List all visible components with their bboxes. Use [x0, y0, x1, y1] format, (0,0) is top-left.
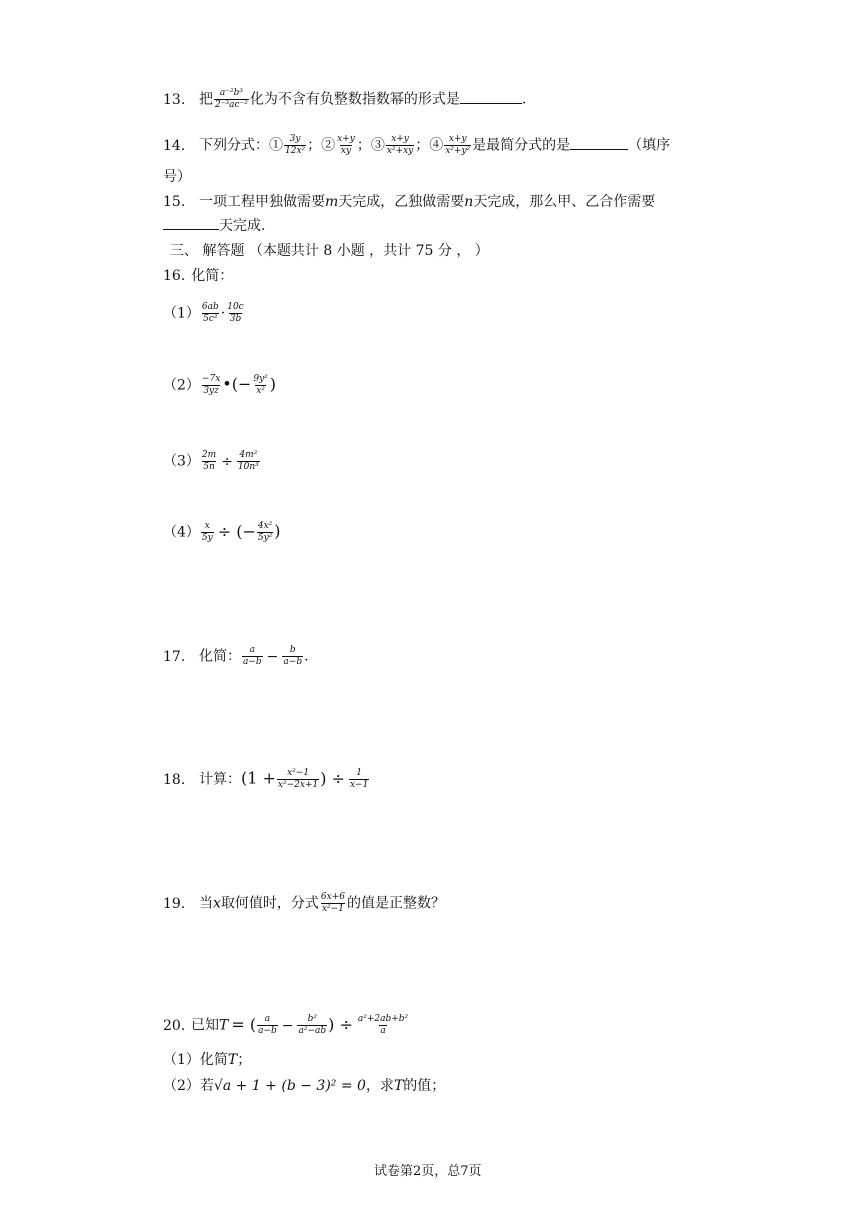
question-13: 13. 把 $\frac{\text{a⁻²b³}}{\text{2⁻³ac⁻²}}$ 化为不含有负整数指数幂的形式是 .	[163, 88, 527, 110]
fraction: $\frac{\text{4x²}}{\text{5y²}}$	[257, 521, 273, 543]
fraction: $\frac{x+y}{\text{x²+y²}}$	[445, 134, 471, 156]
question-14: 14. 下列分式：① $\frac{3y}{\text{12x²}}$ ；② $\frac{x+y}{xy}$ ；③ $\frac{x+y}{\text{x²+xy}}$ ；④ $\frac{x+y}{\text{x²+y²}}$ 是最简分式的是 （填序	[163, 134, 671, 156]
question-20-part-2: （2）若√a + 1 + (b − 3)² = 0，求T的值；	[163, 1078, 446, 1094]
fraction: $\frac{-7x}{3yz}$	[201, 374, 221, 396]
fraction: $\frac{2m}{5n}$	[201, 450, 217, 472]
fraction: $\frac{\text{a⁻²b³}}{\text{2⁻³ac⁻²}}$	[215, 88, 248, 110]
question-number: 13.	[163, 91, 186, 108]
question-16-part-3: （3） $\frac{2m}{5n}$ ÷ $\frac{\text{4m²}}{\text{10n³}}$	[163, 450, 259, 472]
question-number: 18.	[163, 771, 186, 788]
question-number: 19.	[163, 895, 186, 912]
question-number: 20.	[163, 1017, 186, 1034]
question-19: 19. 当x取何值时，分式 $\frac{6x+6}{\text{x²−1}}$ 的值是正整数？	[163, 892, 445, 914]
fraction: $\frac{6ab}{\text{5c²}}$	[201, 302, 219, 324]
fraction: $\frac{a}{a-b}$	[243, 645, 262, 667]
fraction: $\frac{x+y}{\text{x²+xy}}$	[386, 134, 414, 156]
answer-blank	[460, 91, 522, 104]
fraction: $\frac{a}{a-b}$	[258, 1014, 277, 1036]
question-20: 20. 已知T = ( $\frac{a}{a-b}$ − $\frac{\text{b²}}{\text{a²−ab}}$ ) ÷ $\frac{\text{a²+2ab+b²}}{a}$	[163, 1014, 409, 1036]
fraction: $\frac{10c}{3b}$	[227, 302, 244, 324]
answer-blank	[570, 137, 628, 150]
fraction: $\frac{3y}{\text{12x²}}$	[285, 134, 306, 156]
question-number: 15.	[163, 194, 186, 210]
fraction: $\frac{\text{x²−1}}{\text{x²−2x+1}}$	[277, 768, 319, 790]
question-14-continued: 号）	[163, 169, 191, 185]
condition-expression: √a + 1 + (b − 3)² = 0	[213, 1078, 366, 1094]
question-15: 15. 一项工程甲独做需要m天完成，乙独做需要n天完成，那么甲、乙合作需要	[163, 194, 656, 210]
fraction: $\frac{1}{x-1}$	[349, 768, 369, 790]
question-20-part-1: （1）化简T；	[163, 1052, 252, 1068]
fraction: $\frac{\text{9y²}}{\text{x²}}$	[253, 374, 268, 396]
fraction: $\frac{x}{5y}$	[201, 521, 213, 543]
question-16: 16. 化简：	[163, 268, 234, 284]
question-18: 18. 计算：(1 + $\frac{\text{x²−1}}{\text{x²−2x+1}}$ ) ÷ $\frac{1}{x-1}$	[163, 768, 369, 790]
question-16-part-2: （2） $\frac{-7x}{3yz}$ •(− $\frac{\text{9y²}}{\text{x²}}$ )	[163, 374, 277, 396]
question-17: 17. 化简： $\frac{a}{a-b}$ − $\frac{b}{a-b}$ .	[163, 645, 309, 667]
page-footer: 试卷第2页，总7页	[374, 1164, 482, 1179]
question-number: 17.	[163, 648, 186, 665]
answer-blank	[163, 217, 219, 230]
section-heading: 三、 解答题 （本题共计 8 小题 ，共计 75 分 ， ）	[170, 243, 489, 259]
question-15-continued: 天完成.	[163, 216, 265, 236]
fraction: $\frac{b}{a-b}$	[283, 645, 303, 667]
question-16-part-1: （1） $\frac{6ab}{\text{5c²}}$ · $\frac{10c}{3b}$	[163, 302, 244, 324]
fraction: $\frac{6x+6}{\text{x²−1}}$	[320, 892, 345, 914]
fraction: $\frac{\text{a²+2ab+b²}}{a}$	[357, 1014, 409, 1036]
fraction: $\frac{x+y}{xy}$	[337, 134, 355, 156]
question-16-part-4: （4） $\frac{x}{5y}$ ÷ (− $\frac{\text{4x²}}{\text{5y²}}$ )	[163, 521, 281, 543]
fraction: $\frac{\text{4m²}}{\text{10n³}}$	[237, 450, 259, 472]
question-number: 14.	[163, 137, 186, 154]
fraction: $\frac{\text{b²}}{\text{a²−ab}}$	[298, 1014, 327, 1036]
